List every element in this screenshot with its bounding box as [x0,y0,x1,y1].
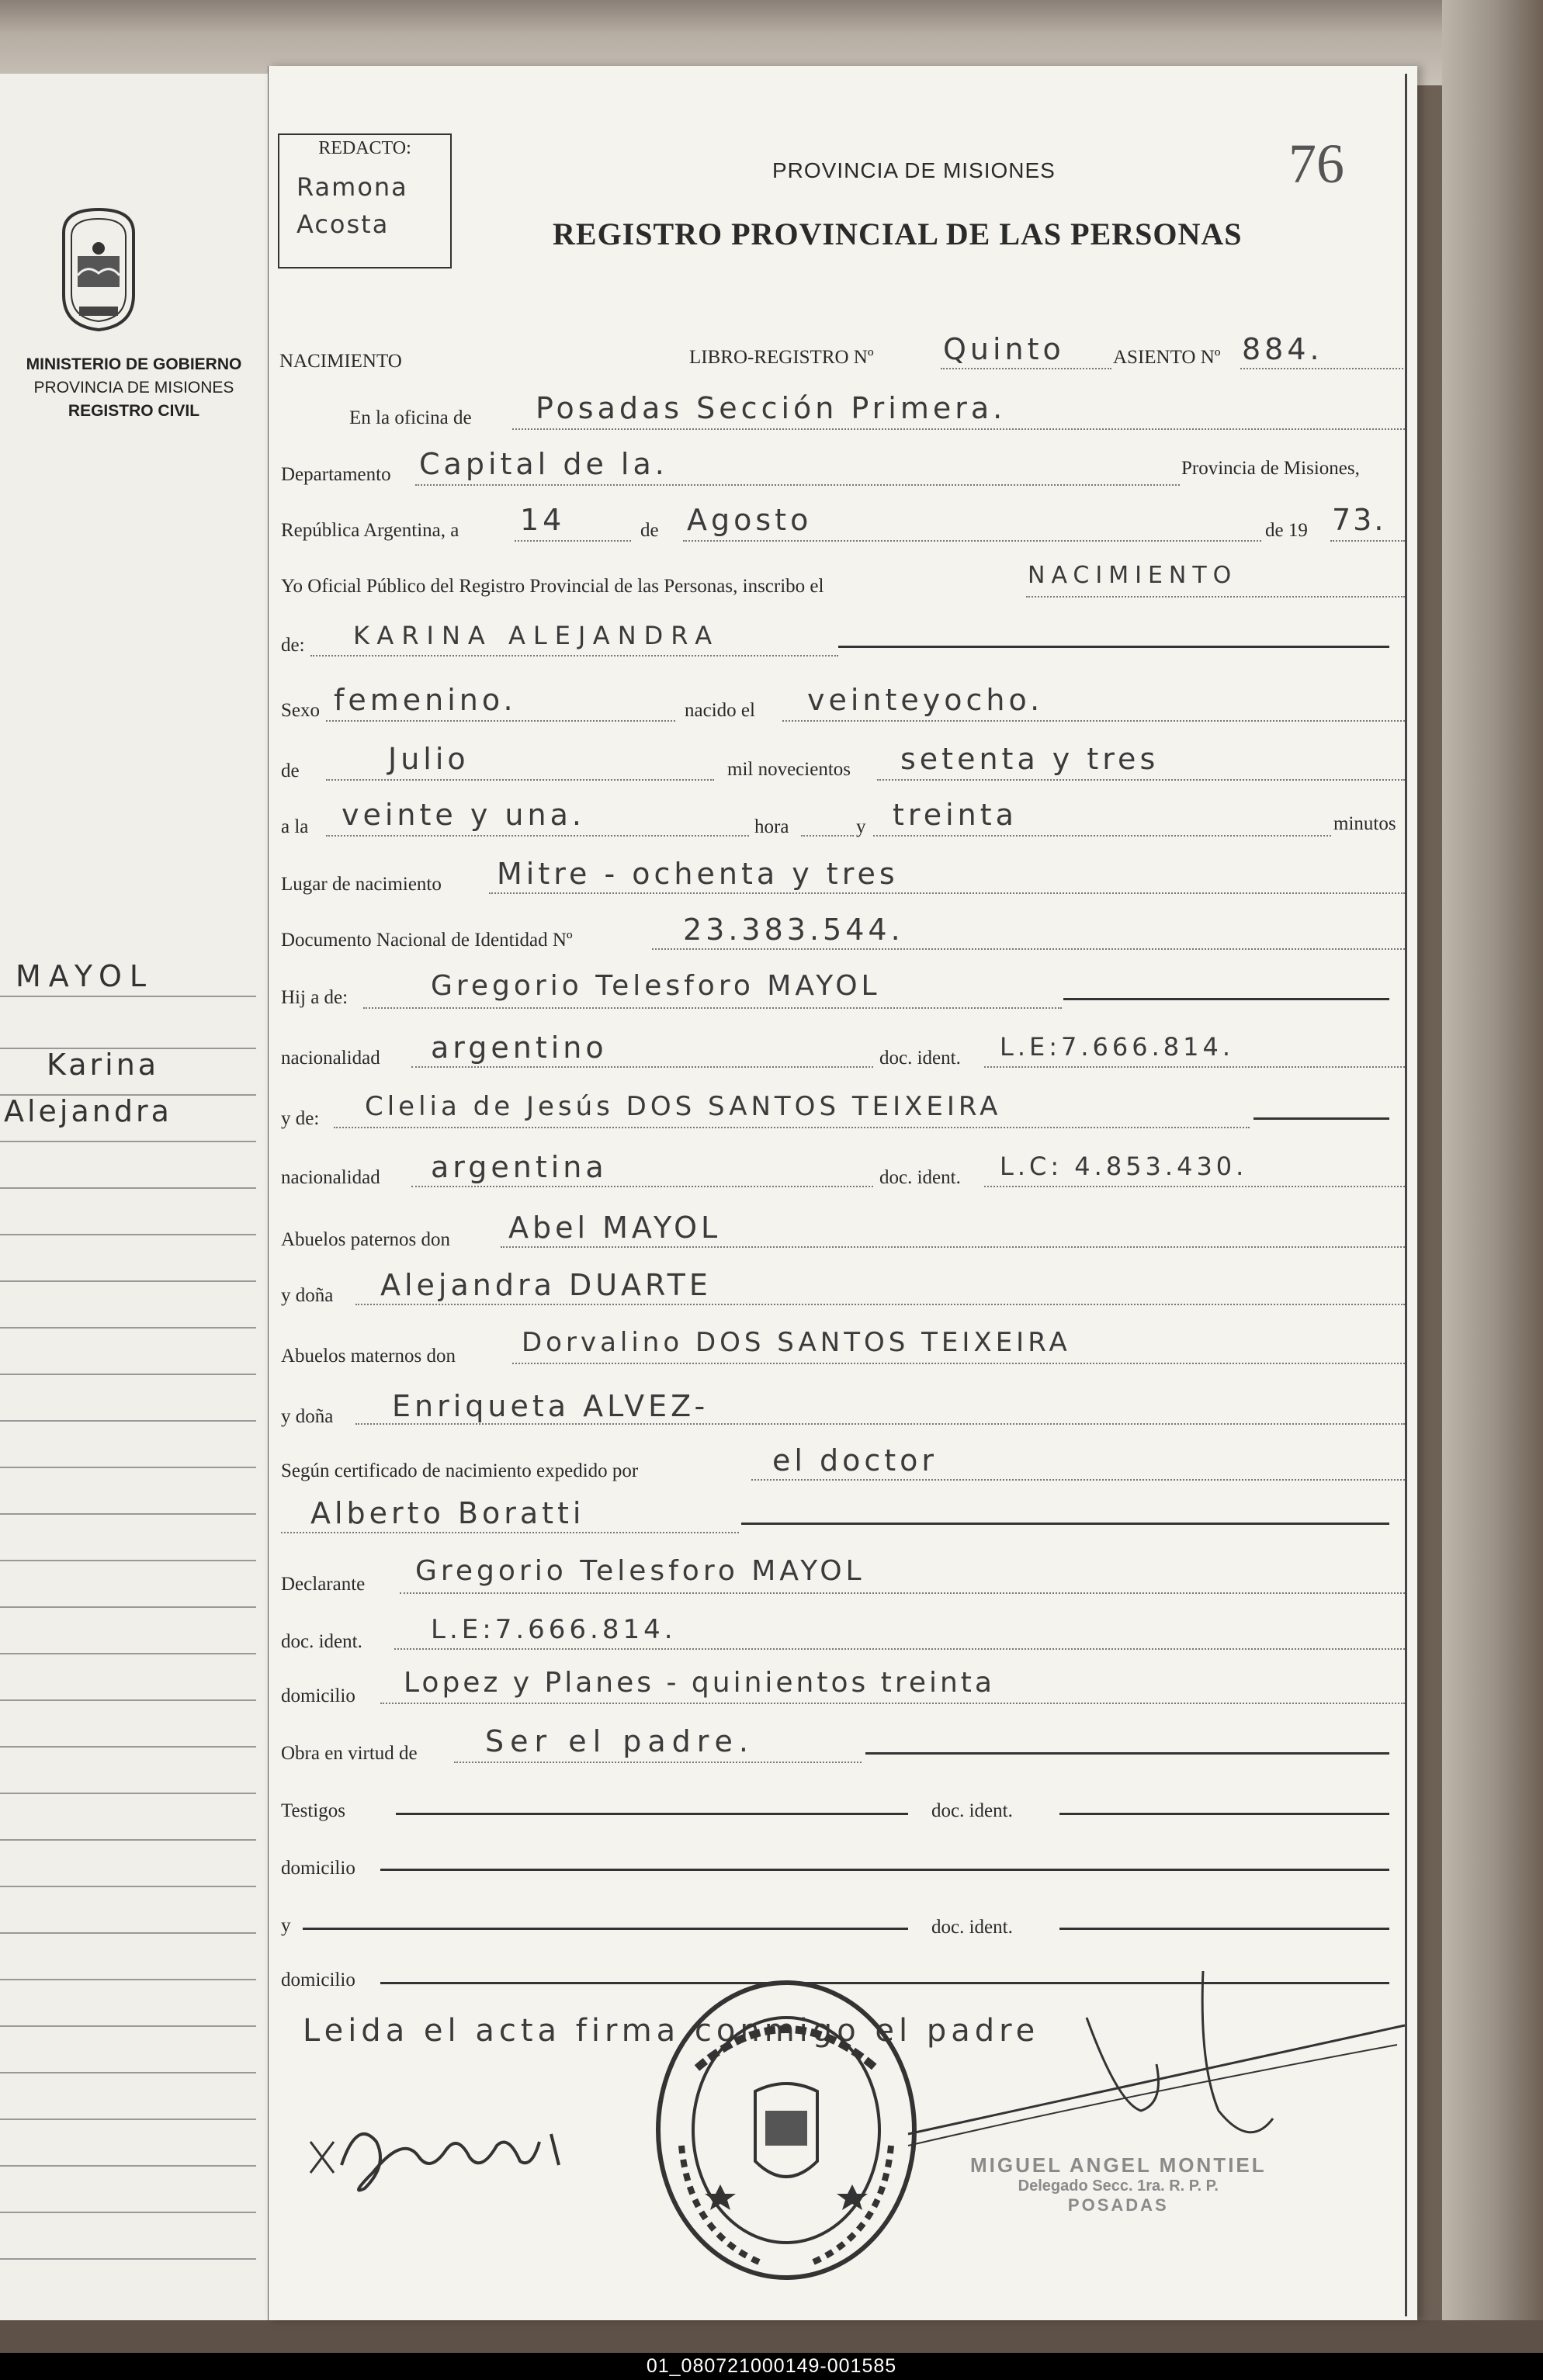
declarante-doc-line [394,1648,1405,1650]
margin-given-1: Karina [47,1048,160,1082]
mother-nat-line [411,1186,873,1187]
libro-value: Quinto [943,332,1065,366]
margin-line [0,1234,256,1235]
official-role: Delegado Secc. 1ra. R. P. P. [1018,2177,1219,2195]
declarante-line [400,1592,1405,1594]
abuelo-mat-line [512,1363,1405,1364]
abuela-pat-value: Alejandra DUARTE [380,1268,712,1302]
year-value: 73. [1332,503,1386,537]
month-value: Agosto [687,503,813,537]
official-block [970,2153,1267,2215]
father-value: Gregorio Telesforo MAYOL [431,970,881,1002]
mother-doc-label: doc. ident. [879,1167,961,1188]
obra-line [454,1762,862,1763]
inscribo-value: NACIMIENTO [1028,562,1238,589]
mother-nat-value: argentina [431,1150,608,1184]
father-doc-value: L.E:7.666.814. [1000,1032,1235,1062]
oficina-label: En la oficina de [349,407,472,428]
parent-signature-icon [303,2095,605,2204]
province-heading: PROVINCIA DE MISIONES [772,158,1056,182]
margin-line [0,2025,256,2027]
name-line [310,655,838,656]
father-nat-line [411,1066,873,1068]
margin-line [0,2072,256,2073]
redacto-last-name: Acosta [296,210,390,239]
abuela-pat-label: y doña [281,1285,334,1306]
obra-end-line [865,1752,1389,1755]
mother-nacionalidad-label: nacionalidad [281,1167,380,1188]
margin-surname: MAYOL [16,959,154,993]
abuelo-pat-value: Abel MAYOL [508,1211,722,1245]
registry-stamp-icon [650,1975,922,2285]
father-nacionalidad-label: nacionalidad [281,1048,380,1069]
margin-line [0,1280,256,1282]
departamento-value: Capital de la. [419,447,668,481]
libro-line [941,368,1111,369]
image-id: 01_080721000149-001585 [646,2355,897,2377]
margin-given-2: Alejandra [4,1094,172,1128]
hija-label: Hij a de: [281,987,348,1008]
official-name: MIGUEL ANGEL MONTIEL [970,2153,1267,2177]
departamento-line [415,484,1180,486]
margin-line [0,1979,256,1980]
ministry-registry: REGISTRO CIVIL [68,402,200,420]
domicilio-label: domicilio [281,1685,355,1706]
margin-line [0,2165,256,2167]
testigos-line [396,1813,908,1815]
margin-line [0,1839,256,1841]
year-line [1330,540,1405,542]
domicilio-value: Lopez y Planes - quinientos treinta [404,1667,995,1699]
minutos-label: minutos [1333,813,1396,834]
name-end-line [838,646,1389,648]
margin-line [0,1606,256,1608]
hora-y-line [801,835,854,837]
sexo-value: femenino. [334,683,517,717]
redacto-box [278,133,452,268]
abuela-mat-value: Enriqueta ALVEZ- [392,1389,709,1423]
ministry-province: PROVINCIA DE MISIONES [33,379,234,397]
leida-value: Leida el acta firma conmigo el padre [303,2013,1040,2049]
father-doc-label: doc. ident. [879,1048,961,1069]
ala-label: a la [281,816,309,837]
declarante-value: Gregorio Telesforo MAYOL [415,1555,865,1587]
margin-line [0,1187,256,1189]
yo-oficial-label: Yo Oficial Público del Registro Provincial de las Personas, inscribo el [281,576,824,597]
name-de-label: de: [281,635,305,656]
doctor-line [281,1532,739,1533]
hora-y-label: y [856,816,866,837]
testigos-label: Testigos [281,1800,345,1821]
abuelos-pat-label: Abuelos paternos don [281,1229,451,1250]
provincia-suffix: Provincia de Misiones, [1181,458,1360,479]
margin-line [0,1513,256,1515]
testigo-domicilio-label: domicilio [281,1858,355,1879]
doctor-value: Alberto Boratti [310,1496,585,1530]
redacto-label: REDACTO: [318,138,411,158]
margin-line [0,1420,256,1422]
nacido-line [782,720,1405,722]
margin-line [0,1793,256,1794]
declarante-doc-value: L.E:7.666.814. [431,1614,677,1645]
mother-doc-value: L.C: 4.853.430. [1000,1152,1248,1181]
lugar-label: Lugar de nacimiento [281,874,442,895]
month-line [683,540,1261,542]
province-emblem-icon [56,202,141,334]
testigo2-doc-label: doc. ident. [931,1917,1013,1938]
nacido-label: nacido el [685,700,755,721]
abuela-mat-label: y doña [281,1406,334,1427]
abuelo-pat-line [501,1246,1405,1248]
ministry-heading [0,353,268,423]
margin-line [0,2118,256,2120]
testigos-doc-label: doc. ident. [931,1800,1013,1821]
mother-line [334,1127,1250,1128]
minutos-value: treinta [893,798,1018,832]
registry-title: REGISTRO PROVINCIAL DE LAS PERSONAS [553,217,1243,251]
date-de-label: de [640,520,659,541]
republica-label: República Argentina, a [281,520,459,541]
sexo-line [326,720,675,722]
father-line [363,1007,1062,1009]
margin-line [0,1746,256,1748]
day-value: 14 [520,503,566,537]
year-prefix: de 19 [1265,520,1308,541]
testigo2-domicilio-label: domicilio [281,1969,355,1990]
margin-line [0,1467,256,1468]
minutos-line [873,835,1331,837]
mil-novecientos-label: mil novecientos [727,759,851,780]
segun-line [751,1479,1405,1481]
hora-line [326,835,749,837]
birth-year-value: setenta y tres [900,742,1160,776]
mother-value: Clelia de Jesús DOS SANTOS TEIXEIRA [365,1091,1002,1122]
margin-line [0,2212,256,2213]
abuela-mat-line [355,1423,1405,1425]
background-book-edge [1442,0,1543,2380]
departamento-label: Departamento [281,464,391,485]
declarante-label: Declarante [281,1574,366,1595]
segun-label: Según certificado de nacimiento expedido por [281,1460,639,1481]
obra-value: Ser el padre. [485,1724,754,1758]
asiento-value: 884. [1242,332,1323,366]
testigo-domicilio-line [380,1869,1389,1871]
sexo-label: Sexo [281,700,320,721]
day-line [515,540,631,542]
declarante-doc-label: doc. ident. [281,1631,362,1652]
birth-month-line [326,779,714,781]
dni-value: 23.383.544. [683,913,904,947]
hora-value: veinte y una. [342,798,585,832]
lugar-line [489,892,1405,894]
margin-line [0,1141,256,1142]
abuelos-mat-label: Abuelos maternos don [281,1346,456,1367]
birth-month-value: Julio [388,742,470,776]
asiento-label: ASIENTO Nº [1113,347,1221,368]
mother-doc-line [984,1186,1405,1187]
inscribo-line [1026,596,1405,598]
testigo2-y-label: y [281,1915,291,1936]
y-de-label: y de: [281,1108,320,1129]
margin-line [0,2258,256,2260]
dni-line [652,948,1405,950]
mother-end-line [1253,1117,1389,1120]
margin-line [0,1932,256,1934]
page-number: 76 [1288,133,1344,195]
margin-line [0,1886,256,1887]
margin-line [0,1653,256,1654]
margin-line [0,1699,256,1701]
hora-label: hora [754,816,789,837]
oficina-value: Posadas Sección Primera. [536,391,1007,425]
obra-label: Obra en virtud de [281,1743,418,1764]
name-value: KARINA ALEJANDRA [353,621,720,650]
margin-line [0,1374,256,1375]
dni-label: Documento Nacional de Identidad Nº [281,930,573,951]
doctor-end-line [741,1523,1389,1525]
father-end-line [1063,998,1389,1000]
ministry-name: MINISTERIO DE GOBIERNO [26,355,242,373]
official-city: POSADAS [1067,2195,1169,2215]
birth-month-de-label: de [281,760,300,781]
testigo2-doc-line [1059,1928,1389,1930]
margin-line [0,1327,256,1329]
father-doc-line [984,1066,1405,1068]
domicilio-line [380,1703,1405,1704]
asiento-line [1240,368,1403,369]
nacido-value: veinteyocho. [807,683,1044,717]
lugar-value: Mitre - ochenta y tres [497,857,899,891]
abuelo-mat-value: Dorvalino DOS SANTOS TEIXEIRA [522,1327,1071,1358]
oficina-line [512,428,1405,430]
margin-line [0,1560,256,1561]
father-nat-value: argentino [431,1031,608,1065]
redacto-first-name: Ramona [296,172,408,202]
segun-value: el doctor [772,1443,938,1478]
nacimiento-label: NACIMIENTO [279,351,402,372]
testigo2-line [303,1928,908,1930]
birth-year-line [877,779,1405,781]
abuela-pat-line [355,1304,1405,1305]
libro-label: LIBRO-REGISTRO Nº [689,347,874,368]
margin-line [0,996,256,997]
testigos-doc-line [1059,1813,1389,1815]
